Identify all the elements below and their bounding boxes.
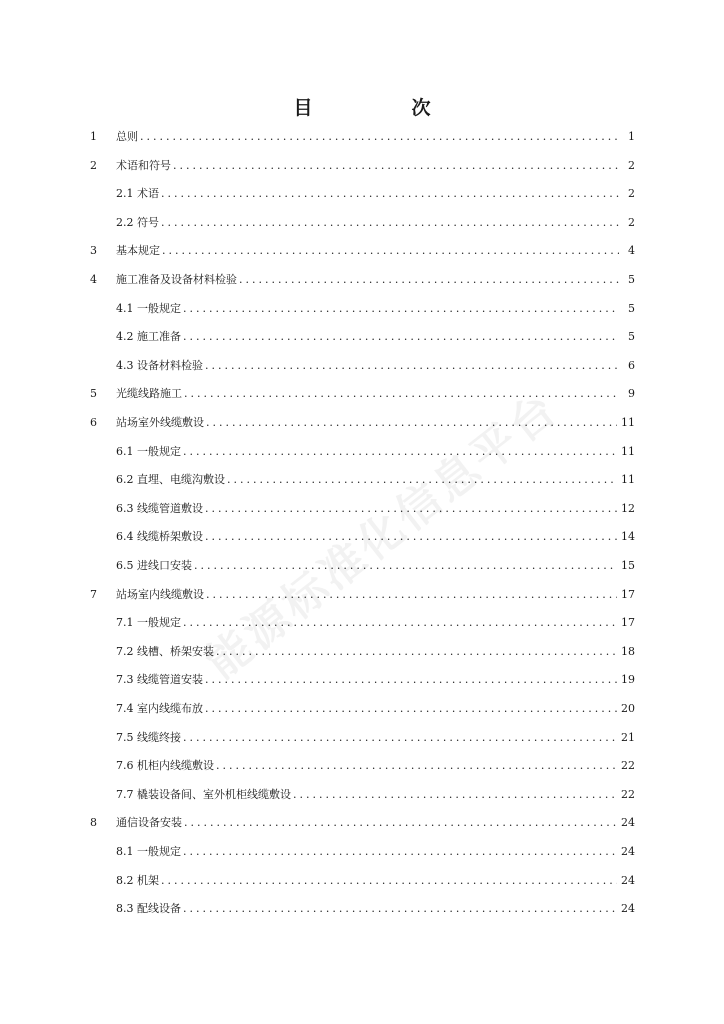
toc-entry-line [116, 642, 635, 662]
toc-entry-line [116, 213, 635, 233]
toc-leader-dots [183, 327, 619, 347]
toc-entry[interactable] [0, 156, 724, 176]
toc-chapter-number: 5 [90, 387, 97, 401]
toc-page-number: 21 [621, 730, 635, 744]
toc-page-number: 5 [628, 273, 635, 286]
toc-entry-line [116, 813, 635, 833]
toc-entry[interactable] [0, 213, 724, 233]
toc-chapter-number: 4 [90, 273, 97, 286]
toc-entry-label: 6.1 一般规定 [116, 444, 181, 458]
toc-entry[interactable] [0, 699, 724, 719]
toc-entry[interactable] [0, 527, 724, 547]
toc-entry-label: 基本规定 [116, 244, 160, 258]
toc-entry-line [116, 384, 635, 404]
toc-page-number: 4 [628, 244, 635, 258]
toc-entry-line [116, 299, 635, 319]
toc-leader-dots [161, 213, 619, 233]
toc-page-number: 20 [621, 702, 635, 715]
toc-entry-label: 7.3 线缆管道安装 [116, 673, 203, 687]
toc-entry-label: 2.1 术语 [116, 187, 159, 201]
toc-entry-line [116, 728, 635, 748]
toc-page-number: 17 [621, 587, 635, 601]
toc-leader-dots [205, 699, 617, 719]
toc-page-number: 24 [621, 816, 635, 830]
toc-entry-label: 4.1 一般规定 [116, 301, 181, 315]
toc-entry-line [116, 241, 635, 261]
toc-entry-line [116, 556, 635, 576]
toc-entry-label: 7.5 线缆终接 [116, 730, 181, 744]
toc-entry-label: 总则 [116, 130, 138, 143]
toc-page-number: 24 [621, 902, 635, 916]
toc-entry-line [116, 356, 635, 376]
toc-entry[interactable] [0, 813, 724, 833]
toc-leader-dots [206, 585, 617, 605]
toc-entry-label: 4.3 设备材料检验 [116, 358, 203, 372]
toc-leader-dots [216, 756, 617, 776]
toc-leader-dots [161, 871, 617, 891]
toc-entry-line [116, 585, 635, 605]
toc-entry-label: 术语和符号 [116, 158, 171, 172]
toc-entry-line [116, 613, 635, 633]
toc-page-number: 14 [621, 530, 635, 544]
toc-page-number: 5 [628, 301, 635, 315]
toc-leader-dots [216, 642, 617, 662]
toc-entry-label: 7.2 线槽、桥架安装 [116, 644, 214, 658]
toc-chapter-number: 3 [90, 244, 97, 258]
toc-page-number: 22 [621, 787, 635, 801]
toc-entry[interactable] [0, 613, 724, 633]
watermark: 能源标准化信息平台 [196, 382, 569, 689]
toc-entry-line [116, 184, 635, 204]
toc-page-number: 24 [621, 845, 635, 858]
toc-entry-line [116, 499, 635, 519]
toc-entry-line [116, 527, 635, 547]
toc-leader-dots [140, 127, 619, 147]
toc-entry-line [116, 699, 635, 719]
toc-entry-label: 站场室外线缆敷设 [116, 416, 204, 429]
toc-entry-line [116, 442, 635, 462]
toc-chapter-number: 1 [90, 130, 97, 143]
toc-entry-label: 8.1 一般规定 [116, 845, 181, 858]
toc-entry-label: 7.1 一般规定 [116, 616, 181, 630]
toc-leader-dots [173, 156, 619, 176]
toc-leader-dots [161, 184, 619, 204]
toc-leader-dots [205, 499, 617, 519]
toc-entry[interactable] [0, 299, 724, 319]
toc-leader-dots [293, 785, 617, 805]
toc-leader-dots [205, 670, 617, 690]
toc-entry-label: 通信设备安装 [116, 816, 182, 830]
toc-entry-label: 6.5 进线口安装 [116, 559, 192, 572]
toc-entry-line [116, 270, 635, 290]
toc-entry-label: 7.6 机柜内线缆敷设 [116, 759, 214, 773]
toc-entry[interactable] [0, 842, 724, 862]
toc-page-number: 12 [621, 501, 635, 515]
toc-entry-line [116, 871, 635, 891]
toc-entry-line [116, 127, 635, 147]
toc-page-number: 24 [621, 873, 635, 887]
page-title: 目 次 [293, 97, 471, 119]
toc-entry-label: 8.3 配线设备 [116, 902, 181, 916]
toc-entry-label: 8.2 机架 [116, 873, 159, 887]
toc-entry[interactable] [0, 127, 724, 147]
toc-entry[interactable] [0, 899, 724, 919]
toc-page-number: 2 [628, 158, 635, 172]
toc-leader-dots [183, 899, 617, 919]
toc-leader-dots [183, 728, 617, 748]
toc-entry[interactable] [0, 184, 724, 204]
toc-entry-line [116, 899, 635, 919]
toc-chapter-number: 2 [90, 158, 97, 172]
toc-entry[interactable] [0, 270, 724, 290]
toc-entry-line [116, 413, 635, 433]
toc-leader-dots [183, 299, 619, 319]
toc-page-number: 2 [628, 187, 635, 201]
toc-entry-label: 7.7 橇装设备间、室外机柜线缆敷设 [116, 787, 291, 801]
toc-entry-label: 光缆线路施工 [116, 387, 182, 401]
toc-entry-label: 7.4 室内线缆布放 [116, 702, 203, 715]
toc-leader-dots [183, 442, 617, 462]
toc-page-number: 2 [628, 215, 635, 229]
toc-entry[interactable] [0, 356, 724, 376]
toc-leader-dots [194, 556, 617, 576]
toc-entry-line [116, 470, 635, 490]
toc-page-number: 17 [621, 616, 635, 630]
toc-entry[interactable] [0, 327, 724, 347]
toc-entry[interactable] [0, 728, 724, 748]
toc-entry-label: 6.3 线缆管道敷设 [116, 501, 203, 515]
toc-entry[interactable] [0, 413, 724, 433]
toc-page-number: 5 [628, 330, 635, 344]
toc-entry-label: 6.4 线缆桥架敷设 [116, 530, 203, 544]
toc-page-number: 19 [621, 673, 635, 687]
toc-entry-line [116, 842, 635, 862]
toc-entry-label: 施工准备及设备材料检验 [116, 273, 237, 286]
toc-entry-label: 2.2 符号 [116, 215, 159, 229]
toc-leader-dots [206, 413, 617, 433]
toc-leader-dots [184, 384, 619, 404]
toc-entry-line [116, 156, 635, 176]
toc-chapter-number: 6 [90, 416, 97, 429]
toc-entry[interactable] [0, 499, 724, 519]
toc-entry-line [116, 670, 635, 690]
toc-page-number: 22 [621, 759, 635, 773]
toc-chapter-number: 8 [90, 816, 97, 830]
toc-leader-dots [184, 813, 617, 833]
toc-entry-label: 6.2 直埋、电缆沟敷设 [116, 473, 225, 487]
toc-entry-line [116, 327, 635, 347]
toc-page-number: 15 [621, 559, 635, 572]
toc-entry[interactable] [0, 241, 724, 261]
toc-leader-dots [162, 241, 619, 261]
toc-entry-line [116, 756, 635, 776]
toc-page-number: 18 [621, 644, 635, 658]
toc-entry[interactable] [0, 642, 724, 662]
toc-entry[interactable] [0, 785, 724, 805]
toc-entry[interactable] [0, 585, 724, 605]
toc-page-number: 9 [628, 387, 635, 401]
toc-entry-label: 站场室内线缆敷设 [116, 587, 204, 601]
toc-chapter-number: 7 [90, 587, 97, 601]
toc-entry[interactable] [0, 670, 724, 690]
toc-page-number: 6 [628, 358, 635, 372]
toc-page-number: 11 [621, 444, 635, 458]
toc-leader-dots [183, 842, 617, 862]
toc-entry[interactable] [0, 384, 724, 404]
toc-leader-dots [239, 270, 619, 290]
toc-entry[interactable] [0, 756, 724, 776]
toc-entry[interactable] [0, 470, 724, 490]
toc-page-number: 1 [628, 130, 635, 143]
toc-leader-dots [205, 527, 617, 547]
toc-entry[interactable] [0, 871, 724, 891]
toc-leader-dots [227, 470, 617, 490]
toc-entry-line [116, 785, 635, 805]
toc-leader-dots [205, 356, 619, 376]
toc-page-number: 11 [621, 473, 635, 487]
toc-entry[interactable] [0, 556, 724, 576]
toc-entry-label: 4.2 施工准备 [116, 330, 181, 344]
toc-leader-dots [183, 613, 617, 633]
toc-entry[interactable] [0, 442, 724, 462]
toc-page-number: 11 [621, 416, 635, 429]
